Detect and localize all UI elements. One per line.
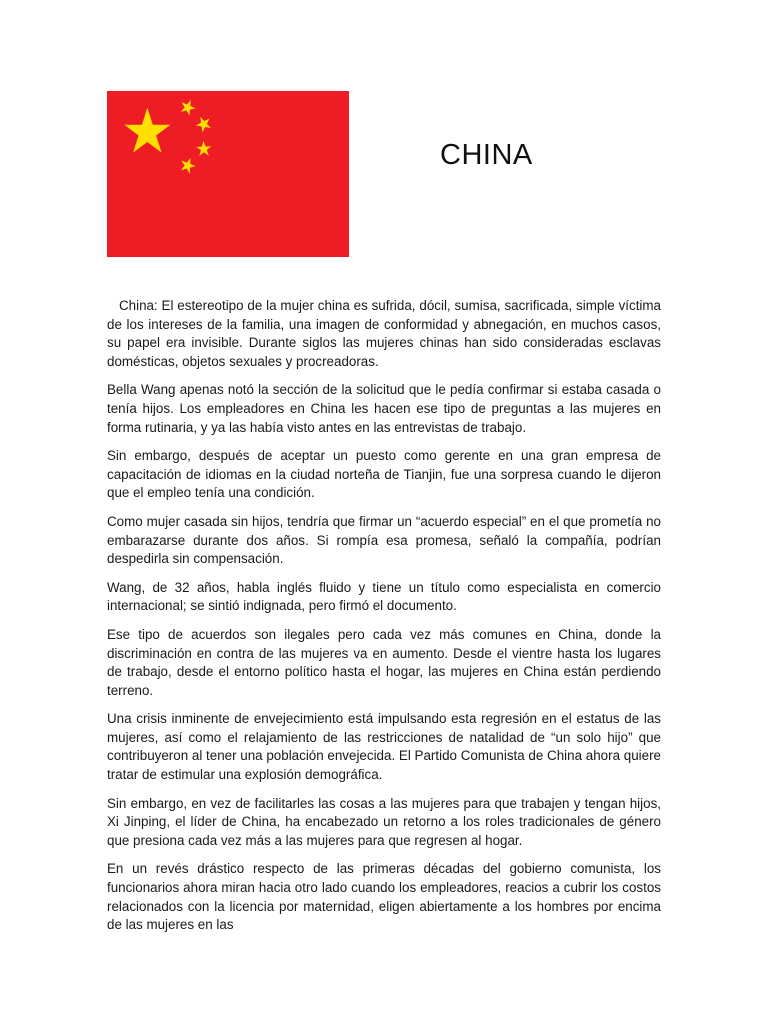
paragraph: Ese tipo de acuerdos son ilegales pero cada vez más comunes en China, donde la discriminación en contra de las mujeres va en aumento. Desde el vientre hasta los lugares de trabajo, desde el entorno político hasta el hogar, las mujeres en China están perdiendo terreno.	[107, 626, 661, 698]
china-flag-icon	[107, 91, 349, 257]
paragraph: Wang, de 32 años, habla inglés fluido y tiene un título como especialista en comercio internacional; se sintió indignada, pero firmó el documento.	[107, 579, 661, 614]
paragraph: En un revés drástico respecto de las primeras décadas del gobierno comunista, los funcionarios ahora miran hacia otro lado cuando los empleadores, reacios a cubrir los costos relacionados con la licencia por maternidad, eligen abiertamente a los hombres por encima de las mujeres en las	[107, 861, 661, 933]
paragraph: Sin embargo, en vez de facilitarles las cosas a las mujeres para que trabajen y tengan hijos, Xi Jinping, el líder de China, ha encabezado un retorno a los roles tradicionales de género que presiona cada vez más a las mujeres para que regresen al hogar.	[107, 795, 661, 848]
page-title: CHINA	[440, 139, 533, 171]
flag-field	[107, 91, 349, 257]
paragraph: Una crisis inminente de envejecimiento está impulsando esta regresión en el estatus de las mujeres, así como el relajamiento de las restricciones de natalidad de “un solo hijo” que contribuyeron al tener una población envejecida. El Partido Comunista de China ahora quiere tratar de estimular una explosión demográfica.	[107, 711, 661, 783]
paragraph: China: El estereotipo de la mujer china es sufrida, dócil, sumisa, sacrificada, simple víctima de los intereses de la familia, una imagen de conformidad y abnegación, en muchos casos, su papel era invisible. Durante siglos las mujeres chinas han sido consideradas esclavas domésticas, objetos sexuales y procreadoras.	[107, 298, 661, 369]
paragraph: Bella Wang apenas notó la sección de la solicitud que le pedía confirmar si estaba casada o tenía hijos. Los empleadores en China les hacen ese tipo de preguntas a las mujeres en forma rutinaria, y ya las había visto antes en las entrevistas de trabajo.	[107, 382, 661, 435]
paragraph: Sin embargo, después de aceptar un puesto como gerente en una gran empresa de capacitación de idiomas en la ciudad norteña de Tianjin, fue una sorpresa cuando le dijeron que el empleo tenía una condición.	[107, 448, 661, 501]
paragraph: Como mujer casada sin hijos, tendría que firmar un “acuerdo especial” en el que prometía no embarazarse durante dos años. Si rompía esa promesa, señaló la compañía, podrían despedirla sin compensación.	[107, 513, 661, 567]
article-body	[107, 297, 661, 945]
